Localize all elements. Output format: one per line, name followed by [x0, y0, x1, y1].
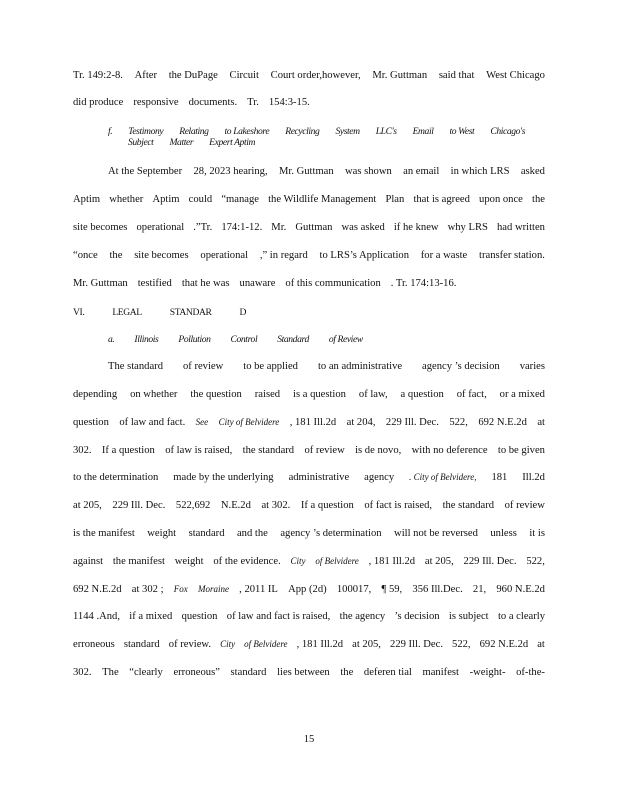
text-line [73, 445, 545, 456]
text-fragment: of law and fact. [119, 417, 186, 428]
text-fragment: of review [182, 361, 224, 372]
text-fragment: the [109, 250, 123, 261]
text-fragment: to LRS’s Application [319, 250, 409, 261]
text-fragment: 28, 2023 hearing, [193, 166, 268, 177]
section-heading-a [108, 334, 363, 345]
text-fragment: Mr. Guttman [372, 70, 428, 81]
text-fragment: erroneous” [173, 667, 220, 678]
text-fragment: varies [519, 361, 545, 372]
text-fragment: transfer station. [479, 250, 545, 261]
text-fragment: 302. [73, 445, 92, 456]
text-fragment: it is [529, 528, 545, 539]
text-fragment: 692 N.E.2d [478, 417, 527, 428]
text-fragment: -weight- [469, 667, 506, 678]
text-fragment: a question [400, 389, 444, 400]
text-fragment: manifest [422, 667, 459, 678]
text-fragment: the agency [339, 611, 386, 622]
text-fragment: deferen tial [363, 667, 412, 678]
text-fragment: at [537, 639, 545, 650]
text-fragment: of review [304, 445, 345, 456]
text-line [73, 278, 545, 289]
text-fragment: to a clearly [497, 611, 545, 622]
text-fragment: ’s decision [394, 611, 440, 622]
text-fragment: said that [438, 70, 475, 81]
section-heading-vi [73, 307, 246, 318]
text-line [73, 556, 545, 567]
text-fragment: will not be reversed [394, 528, 478, 539]
text-fragment: if he knew [393, 222, 439, 233]
text-fragment: standard [230, 667, 267, 678]
text-fragment: “clearly [129, 667, 163, 678]
text-fragment: Aptim [152, 194, 180, 205]
text-fragment: Mr. Guttman [278, 166, 334, 177]
text-fragment: weight [147, 528, 177, 539]
text-fragment: standard [123, 639, 160, 650]
text-fragment: 522, [452, 639, 471, 650]
text-fragment: the standard [242, 445, 295, 456]
text-fragment: of review [504, 500, 545, 511]
text-fragment: an email [403, 166, 440, 177]
text-fragment: at [537, 417, 545, 428]
text-fragment: is the manifest [73, 528, 135, 539]
text-fragment: the standard [442, 500, 495, 511]
text-fragment: ¶ 59, [381, 584, 403, 595]
text-fragment: Tr. 149:2-8. [73, 70, 123, 81]
text-fragment: of this communication [285, 278, 381, 289]
text-fragment: , 181 Ill.2d [296, 639, 344, 650]
text-fragment: is subject [448, 611, 489, 622]
text-fragment: Aptim [73, 194, 101, 205]
text-fragment: City [220, 639, 236, 649]
text-fragment: question [181, 611, 218, 622]
text-fragment: Circuit [229, 70, 259, 81]
text-fragment: 181 [491, 472, 508, 483]
text-fragment: at 302 ; [131, 584, 164, 595]
text-fragment: Subject [128, 137, 154, 148]
text-fragment: Plan [385, 194, 405, 205]
text-fragment: was asked [341, 222, 385, 233]
text-fragment: of review. [168, 639, 212, 650]
text-fragment: 229 Ill. Dec. [112, 500, 166, 511]
text-line [73, 389, 545, 400]
text-fragment: depending [73, 389, 118, 400]
text-fragment: to an administrative [317, 361, 403, 372]
text-fragment: to the determination [73, 472, 159, 483]
text-fragment: testified [137, 278, 172, 289]
text-fragment: weight [174, 556, 204, 567]
text-fragment: Recycling [285, 126, 320, 137]
text-line [73, 500, 545, 511]
text-line [73, 194, 545, 205]
text-fragment: agency [364, 472, 395, 483]
text-line [108, 361, 545, 372]
text-fragment: against [73, 556, 104, 567]
text-line [73, 417, 545, 428]
text-fragment: 692 N.E.2d [73, 584, 122, 595]
text-fragment: upon once [479, 194, 523, 205]
text-line [73, 472, 545, 483]
text-fragment: “manage [221, 194, 259, 205]
text-fragment: 1144 .And, [73, 611, 120, 622]
text-fragment: whether [109, 194, 144, 205]
text-fragment: 229 Ill. Dec. [463, 556, 517, 567]
text-fragment: , 181 Ill.2d [368, 556, 416, 567]
text-fragment: erroneous [73, 639, 115, 650]
text-fragment: System [335, 126, 360, 137]
text-fragment: LLC's [375, 126, 397, 137]
text-fragment: the [340, 667, 354, 678]
text-fragment: .”Tr. [193, 222, 213, 233]
text-fragment: lies between [277, 667, 330, 678]
text-fragment: agency ’s decision [422, 361, 500, 372]
text-fragment: The standard [108, 361, 164, 372]
text-fragment: Expert Aptim [209, 137, 256, 148]
text-fragment: to Lakeshore [224, 126, 270, 137]
text-fragment: Matter [169, 137, 194, 148]
text-line [73, 667, 545, 678]
text-fragment: to be applied [243, 361, 298, 372]
text-fragment: Fox [173, 584, 188, 594]
text-fragment: to West [449, 126, 475, 137]
text-line [73, 611, 545, 622]
text-fragment: Court order,however, [270, 70, 361, 81]
text-fragment: . Tr. 174:13-16. [390, 278, 457, 289]
text-fragment: N.E.2d [220, 500, 251, 511]
text-fragment: 960 N.E.2d [496, 584, 545, 595]
text-fragment: of Review [328, 334, 363, 345]
text-fragment: at 205, [424, 556, 454, 567]
text-fragment: question [73, 417, 109, 428]
text-fragment: responsive [133, 97, 179, 108]
text-fragment: 229 Ill. Dec. [390, 639, 443, 650]
text-fragment: made by the underlying [173, 472, 274, 483]
text-fragment: could [188, 194, 213, 205]
text-fragment: if a mixed [129, 611, 173, 622]
text-fragment: of fact is raised, [364, 500, 433, 511]
text-fragment: site becomes [134, 250, 189, 261]
text-fragment: documents. [188, 97, 238, 108]
text-fragment: the manifest [112, 556, 165, 567]
text-fragment: Chicago's [490, 126, 526, 137]
text-line [73, 639, 545, 650]
text-fragment: 522,692 [175, 500, 211, 511]
text-fragment: West Chicago [486, 70, 545, 81]
section-heading-f [108, 126, 525, 148]
text-fragment: of-the- [516, 667, 545, 678]
text-fragment: and the [236, 528, 268, 539]
text-fragment: The [102, 667, 119, 678]
text-fragment: at 204, [346, 417, 376, 428]
text-fragment: 174:1-12. [221, 222, 263, 233]
text-fragment: in which LRS [450, 166, 510, 177]
text-fragment: did produce [73, 97, 124, 108]
text-fragment: the Wildlife Management [268, 194, 377, 205]
text-fragment: City [290, 556, 306, 566]
text-fragment: of law, [358, 389, 388, 400]
text-fragment: the DuPage [168, 70, 218, 81]
text-line [73, 584, 545, 595]
text-fragment: the question [190, 389, 242, 400]
text-fragment: of law and fact is raised, [226, 611, 331, 622]
text-fragment: Email [412, 126, 434, 137]
text-fragment: at 302. [261, 500, 291, 511]
text-fragment: 356 Ill.Dec. [412, 584, 463, 595]
text-fragment: Moraine [197, 584, 229, 594]
text-fragment: that he was [181, 278, 230, 289]
text-fragment: City of Belvidere [218, 417, 280, 427]
text-fragment: standard [188, 528, 225, 539]
text-line [108, 166, 545, 177]
text-fragment: site becomes [73, 222, 128, 233]
text-fragment: for a waste [420, 250, 468, 261]
text-fragment: had written [497, 222, 545, 233]
text-fragment: to be given [497, 445, 545, 456]
text-fragment: agency ’s determination [280, 528, 382, 539]
text-fragment: of Belvidere [315, 556, 359, 566]
text-fragment: unless [490, 528, 517, 539]
text-fragment: See [195, 417, 209, 427]
text-line [73, 250, 545, 261]
text-fragment: LEGAL [112, 307, 142, 318]
text-fragment: is a question [293, 389, 346, 400]
text-fragment: operational [200, 250, 249, 261]
text-fragment: of the evidence. [213, 556, 281, 567]
text-fragment: , 181 Ill.2d [289, 417, 337, 428]
text-fragment: asked [520, 166, 545, 177]
text-fragment: f. [108, 126, 113, 137]
text-fragment: 21, [472, 584, 487, 595]
text-fragment: Standard [277, 334, 309, 345]
text-fragment: “once [73, 250, 98, 261]
text-fragment: administrative [288, 472, 350, 483]
text-fragment: At the September [108, 166, 183, 177]
text-fragment: why LRS [447, 222, 488, 233]
text-fragment: If a question [300, 500, 354, 511]
text-fragment: After [134, 70, 157, 81]
text-fragment: at 205, [352, 639, 381, 650]
text-fragment: 229 Ill. Dec. [385, 417, 439, 428]
text-fragment: of law is raised, [165, 445, 233, 456]
text-fragment: Relating [179, 126, 209, 137]
text-fragment: of fact, [456, 389, 487, 400]
text-fragment: Pollution [178, 334, 211, 345]
text-fragment: Illinois [134, 334, 159, 345]
text-fragment: Mr. Guttman [73, 278, 128, 289]
text-fragment: was shown [345, 166, 392, 177]
text-fragment: 302. [73, 667, 92, 678]
text-fragment: raised [254, 389, 281, 400]
text-fragment: Testimony [128, 126, 164, 137]
text-fragment: on whether [130, 389, 178, 400]
text-fragment: ,” in regard [259, 250, 308, 261]
text-fragment: 522, [526, 556, 545, 567]
text-fragment: VI. [73, 307, 85, 318]
text-fragment: 522, [449, 417, 468, 428]
text-fragment: Ill.2d [522, 472, 545, 483]
text-line [73, 528, 545, 539]
text-fragment: Mr. [271, 222, 287, 233]
text-fragment: Guttman [295, 222, 333, 233]
text-fragment: or a mixed [499, 389, 545, 400]
text-line [73, 70, 545, 81]
text-fragment: Control [230, 334, 258, 345]
text-fragment: with no deference [411, 445, 488, 456]
page-number: 15 [303, 734, 315, 745]
text-fragment: unaware [239, 278, 276, 289]
text-line [73, 97, 545, 108]
text-fragment: a. [108, 334, 115, 345]
text-fragment: D [239, 307, 247, 318]
text-fragment: If a question [101, 445, 155, 456]
text-fragment: 692 N.E.2d [479, 639, 529, 650]
text-line [73, 222, 545, 233]
text-fragment: Tr. [247, 97, 259, 108]
text-fragment: operational [136, 222, 185, 233]
text-fragment: 100017, [336, 584, 372, 595]
text-fragment: is de novo, [355, 445, 402, 456]
text-fragment: 154:3-15. [268, 97, 310, 108]
text-fragment: the [532, 194, 545, 205]
text-fragment: . City of Belvidere, [409, 472, 477, 482]
text-fragment: of Belvidere [244, 639, 288, 649]
text-fragment: at 205, [73, 500, 102, 511]
text-fragment: that is agreed [413, 194, 470, 205]
text-fragment: , 2011 IL [239, 584, 278, 595]
text-fragment: STANDAR [169, 307, 212, 318]
text-fragment: App (2d) [288, 584, 327, 595]
